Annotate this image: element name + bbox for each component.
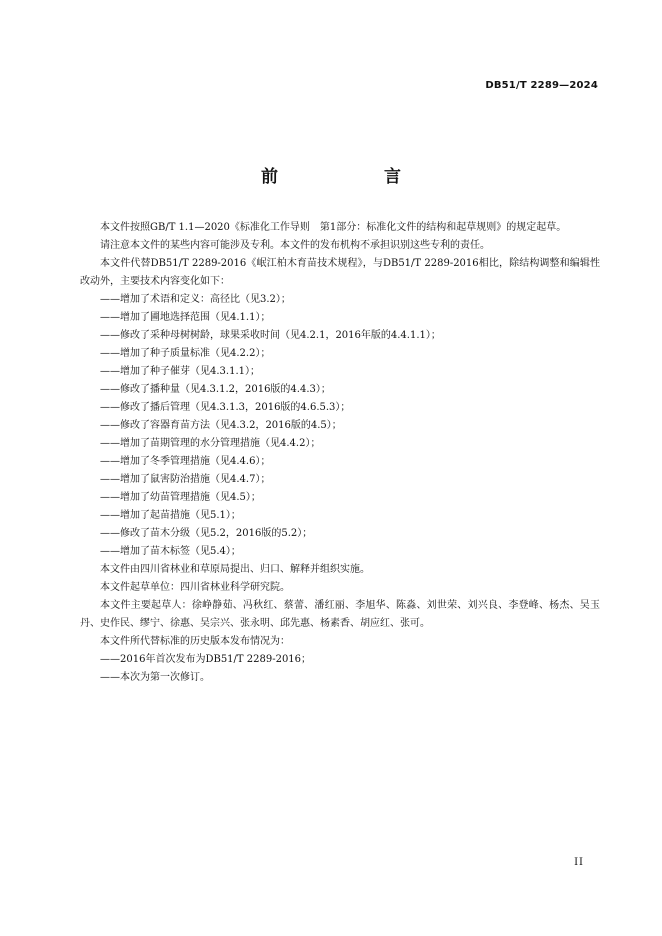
paragraph-drafters: 本文件主要起草人：徐峥静茹、冯秋红、蔡蕾、潘红丽、李旭华、陈淼、刘世荣、刘兴良、李登峰、杨杰、吴玉丹、史作民、缪宁、徐惠、吴宗兴、张永明、邱先惠、杨素香、胡应红、张可。	[80, 600, 600, 629]
paragraph-drafting-basis: 本文件按照GB/T 1.1—2020《标准化工作导则 第1部分：标准化文件的结构和起草规则》的规定起草。	[100, 222, 567, 233]
change-item: ——增加了起苗措施（见5.1）；	[100, 510, 241, 521]
paragraph-proposer: 本文件由四川省林业和草原局提出、归口、解释并组织实施。	[100, 564, 370, 575]
standard-code: DB51/T 2289—2024	[485, 80, 598, 91]
paragraph-history-intro: 本文件所代替标准的历史版本发布情况为：	[100, 636, 290, 647]
change-item: ——增加了苗木标签（见5.4）；	[100, 546, 241, 557]
change-item: ——增加了种子催芽（见4.3.1.1）；	[100, 366, 260, 377]
page-title: 前 言	[261, 167, 425, 187]
history-list	[80, 651, 600, 687]
change-item: ——修改了容器育苗方法（见4.3.2，2016版的4.5）；	[100, 420, 342, 431]
change-item: ——增加了幼苗管理措施（见4.5）；	[100, 492, 261, 503]
history-item: ——本次为第一次修订。	[100, 672, 210, 683]
change-item: ——增加了苗期管理的水分管理措施（见4.4.2）；	[100, 438, 321, 449]
change-item: ——修改了苗木分级（见5.2，2016版的5.2）；	[100, 528, 313, 539]
history-item: ——2016年首次发布为DB51/T 2289-2016；	[100, 654, 312, 665]
change-item: ——增加了术语和定义：高径比（见3.2）；	[100, 294, 291, 305]
change-item: ——增加了种子质量标准（见4.2.2）；	[100, 348, 271, 359]
paragraph-drafting-unit: 本文件起草单位：四川省林业科学研究院。	[100, 582, 290, 593]
change-item: ——修改了播种量（见4.3.1.2，2016版的4.4.3）；	[100, 384, 331, 395]
paragraph-patent-notice: 请注意本文件的某些内容可能涉及专利。本文件的发布机构不承担识别这些专利的责任。	[100, 240, 490, 251]
change-item: ——增加了圃地选择范围（见4.1.1）；	[100, 312, 271, 323]
change-item: ——增加了冬季管理措施（见4.4.6）；	[100, 456, 271, 467]
header-rule	[80, 98, 598, 99]
change-item: ——修改了采种母树树龄，球果采收时间（见4.2.1，2016年版的4.4.1.1）；	[100, 330, 441, 341]
change-item: ——修改了播后管理（见4.3.1.3，2016版的4.6.5.3）；	[100, 402, 351, 413]
foreword-body	[80, 219, 600, 687]
paragraph-replacement: 本文件代替DB51/T 2289-2016《岷江柏木育苗技术规程》，与DB51/T 2289-2016相比，除结构调整和编辑性改动外，主要技术内容变化如下：	[80, 258, 600, 287]
changes-list	[80, 291, 600, 561]
change-item: ——增加了鼠害防治措施（见4.4.7）；	[100, 474, 271, 485]
page-number: II	[574, 857, 584, 868]
